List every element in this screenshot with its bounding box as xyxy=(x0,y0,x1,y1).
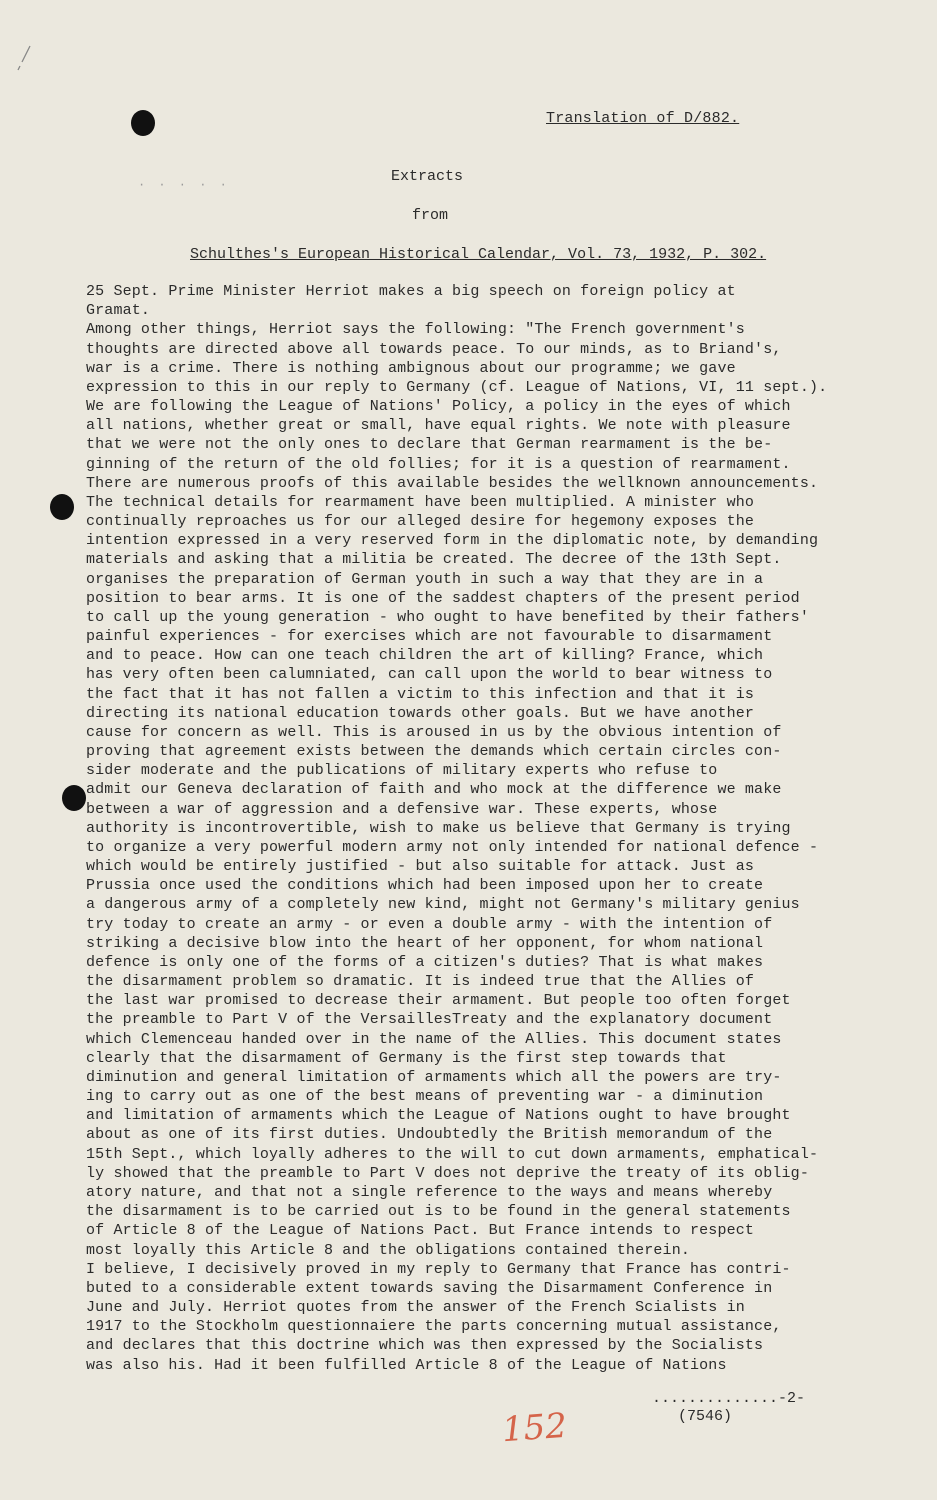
body-line: directing its national education towards other goals. But we have another xyxy=(86,704,755,722)
body-line: and to peace. How can one teach children the art of killing? France, which xyxy=(86,647,764,665)
body-line: the disarmament is to be carried out is to be found in the general statements xyxy=(86,1203,791,1221)
body-line: atory nature, and that not a single reference to the ways and means whereby xyxy=(86,1183,773,1201)
body-line: Among other things, Herriot says the following: "The French government's xyxy=(86,321,745,339)
body-line: 15th Sept., which loyally adheres to the will to cut down armaments, emphatical- xyxy=(86,1145,819,1163)
body-line: which Clemenceau handed over in the name of the Allies. This document states xyxy=(86,1030,782,1048)
body-line: to organize a very powerful modern army not only intended for national defence - xyxy=(86,838,819,856)
pencil-mark-icon xyxy=(14,44,36,74)
body-line: position to bear arms. It is one of the saddest chapters of the present period xyxy=(86,589,800,607)
body-line: ing to carry out as one of the best means of preventing war - a diminution xyxy=(86,1088,764,1106)
body-line: that we were not the only ones to declare that German rearmament is the be- xyxy=(86,436,773,454)
body-line: continually reproaches us for our alleged desire for hegemony exposes the xyxy=(86,513,755,531)
body-line: clearly that the disarmament of Germany is the first step towards that xyxy=(86,1049,727,1067)
body-line: 25 Sept. Prime Minister Herriot makes a big speech on foreign policy at xyxy=(86,283,736,300)
body-line: has very often been calumniated, can call upon the world to bear witness to xyxy=(86,666,773,684)
body-line: try today to create an army - or even a double army - with the intention of xyxy=(86,915,773,933)
body-line: between a war of aggression and a defensive war. These experts, whose xyxy=(86,800,718,818)
body-line: diminution and general limitation of armaments which all the powers are try- xyxy=(86,1068,782,1086)
body-line: June and July. Herriot quotes from the answer of the French Scialists in xyxy=(86,1299,745,1316)
body-line: cause for concern as well. This is aroused in us by the obvious intention of xyxy=(86,723,782,741)
body-line: materials and asking that a militia be created. The decree of the 13th Sept. xyxy=(86,551,782,569)
body-line: The technical details for rearmament have been multiplied. A minister who xyxy=(86,493,755,511)
body-line: a dangerous army of a completely new kind, might not Germany's military genius xyxy=(86,896,800,914)
heading-extracts: Extracts xyxy=(391,168,464,185)
body-line: of Article 8 of the League of Nations Pact. But France intends to respect xyxy=(86,1222,755,1240)
body-line: sider moderate and the publications of military experts who refuse to xyxy=(86,762,718,780)
body-line: and limitation of armaments which the League of Nations ought to have brought xyxy=(86,1107,791,1125)
punch-hole-lower xyxy=(62,785,86,811)
file-number: (7546) xyxy=(678,1408,733,1425)
body-line: expression to this in our reply to Germany (cf. League of Nations, VI, 11 sept.). xyxy=(86,378,828,396)
body-line: war is a crime. There is nothing ambignous about our programme; we gave xyxy=(86,359,736,377)
heading-from: from xyxy=(412,207,449,224)
body-line: the fact that it has not fallen a victim to this infection and that it is xyxy=(86,685,755,703)
body-line: defence is only one of the forms of a citizen's duties? That is what makes xyxy=(86,953,764,971)
body-line: authority is incontrovertible, wish to make us believe that Germany is trying xyxy=(86,819,791,837)
scan-speckle: · · · · · xyxy=(138,178,230,192)
body-line: the disarmament problem so dramatic. It is indeed true that the Allies of xyxy=(86,973,755,991)
body-line: all nations, whether great or small, have equal rights. We note with pleasure xyxy=(86,417,791,435)
body-line: ly showed that the preamble to Part V does not deprive the treaty of its oblig- xyxy=(86,1164,809,1182)
body-line: We are following the League of Nations' Policy, a policy in the eyes of which xyxy=(86,398,791,416)
body-line: was also his. Had it been fulfilled Article 8 of the League of Nations xyxy=(86,1356,727,1374)
translation-reference: Translation of D/882. xyxy=(546,110,740,127)
body-line: to call up the young generation - who ought to have benefited by their fathers' xyxy=(86,608,809,626)
body-line: painful experiences - for exercises which are not favourable to disarmament xyxy=(86,628,773,646)
body-line: most loyally this Article 8 and the obligations contained therein. xyxy=(86,1241,690,1259)
folio-number: 152 xyxy=(500,1405,569,1451)
body-line: ginning of the return of the old follies; for it is a question of rearmament. xyxy=(86,455,791,473)
punch-hole-top xyxy=(131,110,155,136)
body-line: intention expressed in a very reserved form in the diplomatic note, by demanding xyxy=(86,532,819,550)
body-line: I believe, I decisively proved in my reply to Germany that France has contri- xyxy=(86,1260,791,1278)
continuation-marker: ..............-2- xyxy=(652,1390,806,1407)
body-line: 1917 to the Stockholm questionnaiere the parts concerning mutual assistance, xyxy=(86,1318,782,1336)
body-line: organises the preparation of German youth in such a way that they are in a xyxy=(86,570,764,588)
heading-source: Schulthes's European Historical Calendar, Vol. 73, 1932, P. 302. xyxy=(190,246,767,263)
body-line: There are numerous proofs of this available besides the wellknown announcements. xyxy=(86,474,819,492)
body-line: thoughts are directed above all towards peace. To our minds, as to Briand's, xyxy=(86,340,782,358)
body-line: Prussia once used the conditions which had been imposed upon her to create xyxy=(86,877,764,895)
body-line: buted to a considerable extent towards saving the Disarmament Conference in xyxy=(86,1279,773,1297)
body-line: and declares that this doctrine which was then expressed by the Socialists xyxy=(86,1337,764,1355)
punch-hole-middle xyxy=(50,494,74,520)
body-line: the last war promised to decrease their armament. But people too often forget xyxy=(86,992,791,1010)
body-line: the preamble to Part V of the VersaillesTreaty and the explanatory document xyxy=(86,1011,773,1029)
body-line: about as one of its first duties. Undoubtedly the British memorandum of the xyxy=(86,1126,773,1144)
body-line: proving that agreement exists between the demands which certain circles con- xyxy=(86,743,782,761)
body-line: striking a decisive blow into the heart of her opponent, for whom national xyxy=(86,934,764,952)
body-line: Gramat. xyxy=(86,302,151,320)
body-line: admit our Geneva declaration of faith and who mock at the difference we make xyxy=(86,781,782,799)
body-line: which would be entirely justified - but also suitable for attack. Just as xyxy=(86,858,755,876)
